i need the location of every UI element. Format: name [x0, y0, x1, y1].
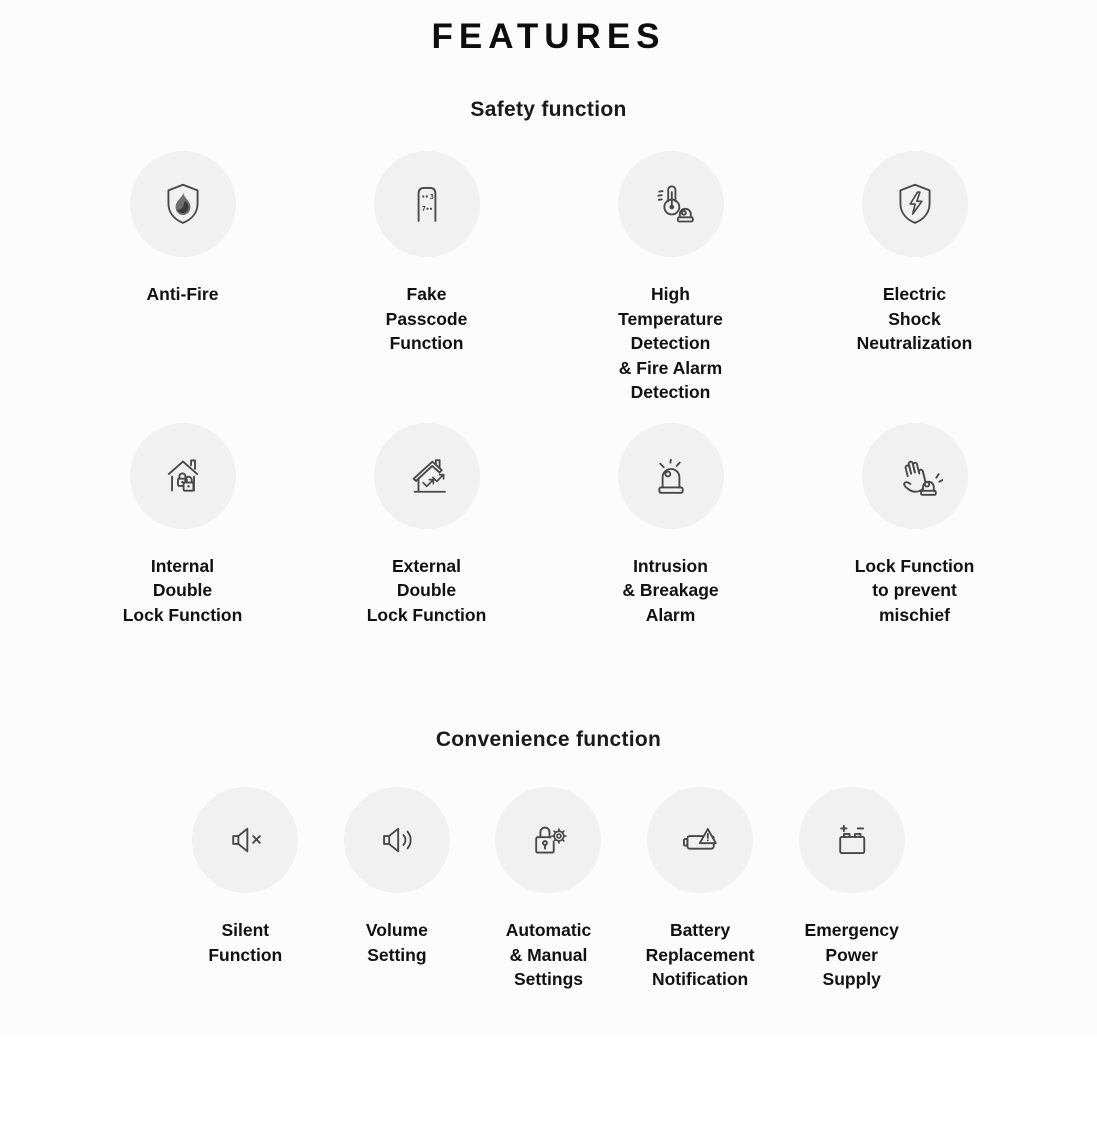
feature-item-internal-double-lock	[61, 423, 305, 628]
feature-item-battery-replacement	[624, 787, 776, 992]
feature-icon-circle	[192, 787, 298, 893]
feature-icon-circle	[344, 787, 450, 893]
electric-shock-neutralization-icon	[887, 176, 943, 232]
feature-icon-circle	[862, 151, 968, 257]
anti-fire-icon	[155, 176, 211, 232]
feature-item-high-temperature	[549, 151, 793, 405]
feature-label: Anti-Fire	[146, 284, 219, 304]
feature-label: Emergency Power Supply	[804, 920, 899, 989]
emergency-power-supply-icon	[824, 812, 880, 868]
feature-icon-circle	[618, 151, 724, 257]
feature-item-silent	[170, 787, 322, 992]
feature-icon-circle	[647, 787, 753, 893]
external-double-lock-icon	[399, 448, 455, 504]
feature-icon-circle	[374, 423, 480, 529]
feature-label: Fake Passcode Function	[385, 284, 468, 353]
safety-grid	[61, 151, 1037, 627]
feature-item-volume	[321, 787, 473, 992]
keypad-digit: 7	[421, 205, 426, 214]
feature-icon-circle	[130, 151, 236, 257]
feature-item-auto-manual	[473, 787, 625, 992]
feature-label: Battery Replacement Notification	[645, 920, 755, 989]
feature-label: Volume Setting	[365, 920, 428, 965]
feature-label: Silent Function	[208, 920, 283, 965]
feature-item-electric-shock	[793, 151, 1037, 405]
feature-icon-circle	[130, 423, 236, 529]
feature-icon-circle	[618, 423, 724, 529]
convenience-section	[0, 727, 1097, 992]
feature-label: Electric Shock Neutralization	[856, 284, 973, 353]
feature-icon-circle	[799, 787, 905, 893]
feature-icon-circle	[862, 423, 968, 529]
safety-heading: Safety function	[470, 98, 627, 121]
feature-label: External Double Lock Function	[366, 555, 487, 625]
feature-item-mischief-lock	[793, 423, 1037, 628]
automatic-manual-settings-icon	[520, 812, 576, 868]
feature-label: Lock Function to prevent mischief	[854, 555, 975, 625]
feature-icon-circle	[495, 787, 601, 893]
battery-replacement-notification-icon	[672, 812, 728, 868]
feature-item-emergency-power	[776, 787, 928, 992]
mischief-prevention-lock-icon	[887, 448, 943, 504]
volume-setting-icon	[369, 812, 425, 868]
convenience-grid	[170, 787, 928, 992]
feature-item-anti-fire	[61, 151, 305, 405]
feature-item-fake-passcode	[305, 151, 549, 405]
high-temperature-detection-icon	[643, 176, 699, 232]
feature-item-external-double-lock	[305, 423, 549, 628]
feature-icon-circle	[374, 151, 480, 257]
intrusion-breakage-alarm-icon	[643, 448, 699, 504]
convenience-heading: Convenience function	[435, 728, 662, 751]
silent-function-icon	[217, 812, 273, 868]
feature-label: Internal Double Lock Function	[122, 555, 243, 625]
feature-item-intrusion-alarm	[549, 423, 793, 628]
feature-label: Intrusion & Breakage Alarm	[622, 555, 719, 625]
safety-section	[0, 97, 1097, 627]
internal-double-lock-icon	[155, 448, 211, 504]
page-title: FEATURES	[431, 17, 666, 56]
fake-passcode-icon	[399, 176, 455, 232]
feature-label: High Temperature Detection & Fire Alarm Detection	[618, 284, 723, 402]
feature-label: Automatic & Manual Settings	[505, 920, 592, 989]
keypad-digit: 3	[429, 193, 434, 202]
